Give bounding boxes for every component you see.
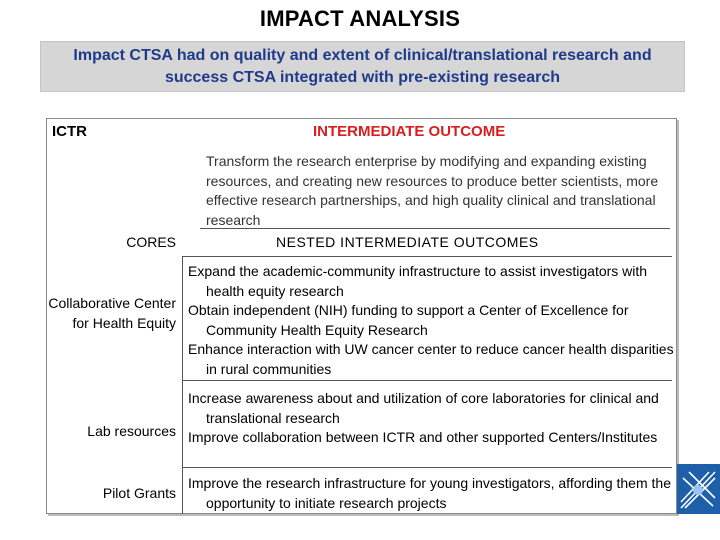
nested-outcomes-heading: NESTED INTERMEDIATE OUTCOMES bbox=[276, 234, 539, 250]
outcome-list-pilot-grants bbox=[188, 474, 676, 513]
row-label-pilot-grants: Pilot Grants bbox=[102, 485, 176, 501]
page-title: IMPACT ANALYSIS bbox=[259, 6, 461, 31]
outcome-item: Improve the research infrastructure for young investigators, affording them the opportunity to initiate research projects bbox=[188, 475, 671, 511]
outcome-list-lab-resources bbox=[188, 389, 676, 448]
outcome-item: Enhance interaction with UW cancer center to reduce cancer health disparities in rural communities bbox=[188, 341, 674, 377]
outcome-item: Improve collaboration between ICTR and other supported Centers/Institutes bbox=[188, 429, 658, 445]
divider bbox=[182, 256, 672, 257]
row-label-lab-resources: Lab resources bbox=[87, 423, 176, 439]
cores-label: CORES bbox=[126, 234, 176, 250]
divider bbox=[182, 467, 672, 468]
outcome-item: Obtain independent (NIH) funding to support a Center of Excellence for Community Health Equity Research bbox=[188, 302, 629, 338]
divider bbox=[200, 228, 670, 229]
column-divider bbox=[182, 256, 183, 514]
outcome-list-health-equity bbox=[188, 262, 676, 379]
subtitle-banner: Impact CTSA had on quality and extent of clinical/translational research and success CTSA integrated with pre-existing research bbox=[40, 41, 685, 92]
corner-logo-icon bbox=[677, 464, 720, 514]
outcome-item: Increase awareness about and utilization of core laboratories for clinical and translational research bbox=[188, 390, 659, 426]
outcome-item: Expand the academic-community infrastructure to assist investigators with health equity research bbox=[188, 263, 648, 299]
row-label-health-equity: Collaborative Center for Health Equity bbox=[48, 295, 176, 331]
intermediate-outcome-heading: INTERMEDIATE OUTCOME bbox=[313, 123, 506, 140]
intermediate-outcome-text: Transform the research enterprise by modifying and expanding existing resources, and creating new resources to produce better scientists, more effective research partnerships, and high quality clinical and translational research bbox=[206, 153, 659, 228]
ictr-label: ICTR bbox=[52, 123, 87, 140]
divider bbox=[182, 380, 672, 381]
